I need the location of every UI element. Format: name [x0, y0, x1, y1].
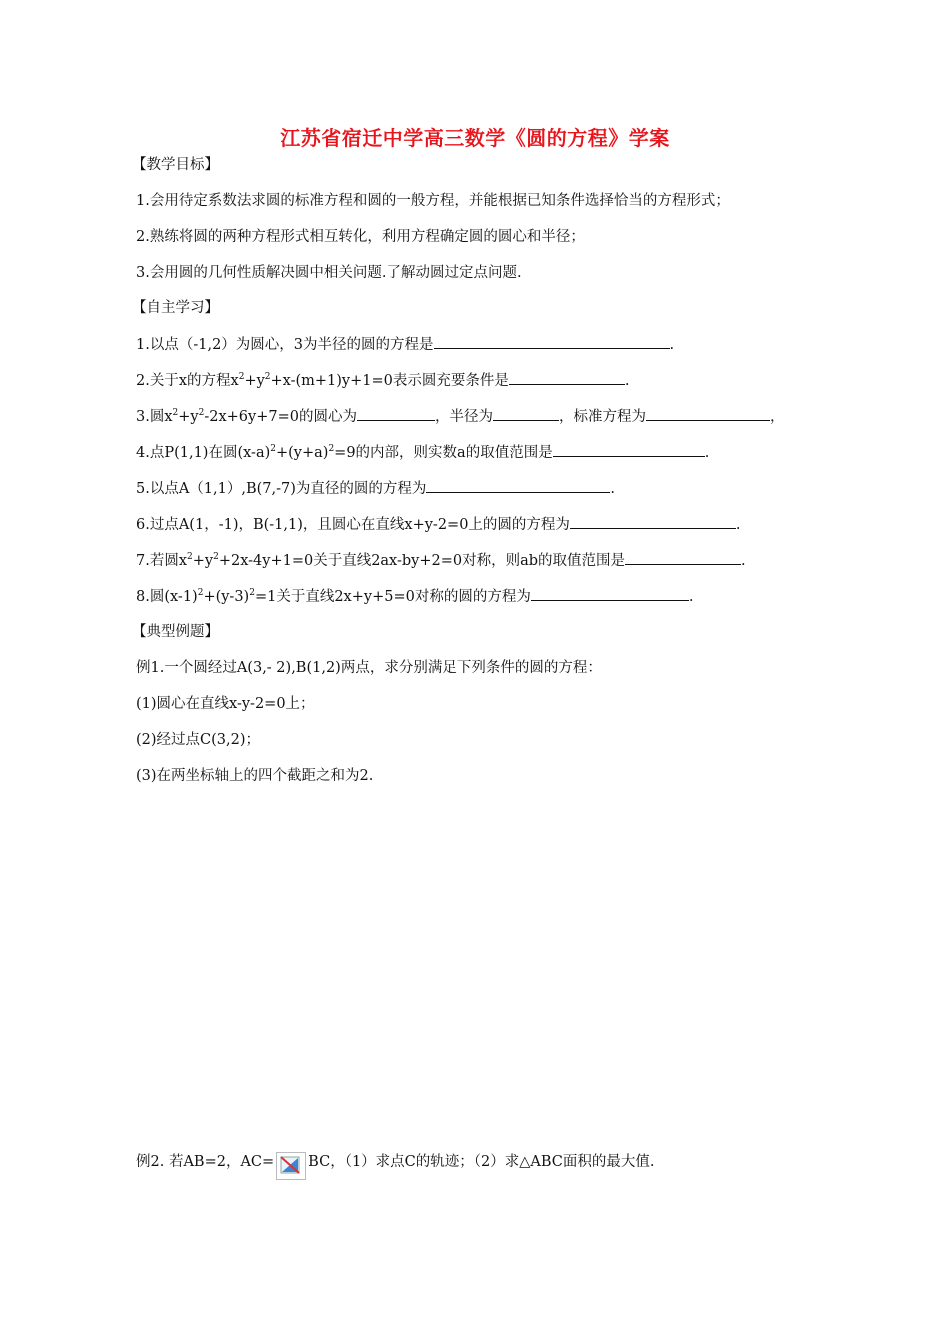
- question-5: 5.以点A（1,1）,B(7,-7)为直径的圆的方程为 .: [136, 478, 615, 499]
- question-6: 6.过点A(1，-1)，B(-1,1)，且圆心在直线x+y-2=0上的圆的方程为 .: [136, 514, 741, 535]
- question-3: 3.圆$x^2+y^2-2x+6y+7=0$的圆心为 ，半径为 ，标准方程为 ，: [136, 408, 785, 425]
- question-7: 7.若圆$x^2+y^2+2x-4y+1=0$关于直线2ax-by+2=0对称，则ab的取值范围是 .: [136, 552, 746, 569]
- section-heading-goals: 【教学目标】: [132, 157, 219, 173]
- example-1-part-2: (2)经过点C(3,2)；: [136, 732, 261, 748]
- example-1-part-3: (3)在两坐标轴上的四个截距之和为2.: [136, 768, 374, 784]
- section-heading-examples: 【典型例题】: [132, 624, 219, 640]
- goal-item-1: 1.会用待定系数法求圆的标准方程和圆的一般方程，并能根据已知条件选择恰当的方程形式；: [136, 193, 730, 209]
- answer-blank[interactable]: [625, 550, 741, 565]
- answer-blank[interactable]: [357, 406, 435, 421]
- question-2: 2.关于x的方程$x^2+y^2+x-(m+1)y+1=0$表示圆充要条件是 .: [136, 372, 630, 389]
- page-title: 江苏省宿迁中学高三数学《圆的方程》学案: [280, 126, 670, 150]
- answer-blank[interactable]: [570, 514, 736, 529]
- section-heading-self-study: 【自主学习】: [132, 300, 219, 316]
- example-1-stem: 例1.一个圆经过A(3,- 2),B(1,2)两点，求分别满足下列条件的圆的方程：: [136, 660, 602, 676]
- goal-item-3: 3.会用圆的几何性质解决圆中相关问题.了解动圆过定点问题.: [136, 265, 522, 281]
- answer-blank[interactable]: [426, 478, 610, 493]
- question-1: 1.以点（-1,2）为圆心，3为半径的圆的方程是 .: [136, 334, 674, 355]
- answer-blank[interactable]: [509, 370, 625, 385]
- answer-blank[interactable]: [493, 406, 559, 421]
- broken-image-icon: [276, 1152, 306, 1180]
- answer-blank[interactable]: [434, 334, 670, 349]
- example-2: 例2. 若AB=2，AC= BC，（1）求点C的轨迹；（2）求△ABC面积的最大值.: [136, 1152, 655, 1180]
- example-1-part-1: (1)圆心在直线x-y-2=0上；: [136, 696, 315, 712]
- question-4: 4.点P(1,1)在圆$(x-a)^2+(y+a)^2=9$的内部，则实数a的取值范围是 .: [136, 444, 710, 461]
- answer-blank[interactable]: [531, 586, 689, 601]
- answer-blank[interactable]: [553, 442, 705, 457]
- answer-blank[interactable]: [646, 406, 770, 421]
- goal-item-2: 2.熟练将圆的两种方程形式相互转化，利用方程确定圆的圆心和半径；: [136, 229, 585, 245]
- question-8: 8.圆$(x-1)^2+(y-3)^2=1$关于直线2x+y+5=0对称的圆的方程为 .: [136, 588, 694, 605]
